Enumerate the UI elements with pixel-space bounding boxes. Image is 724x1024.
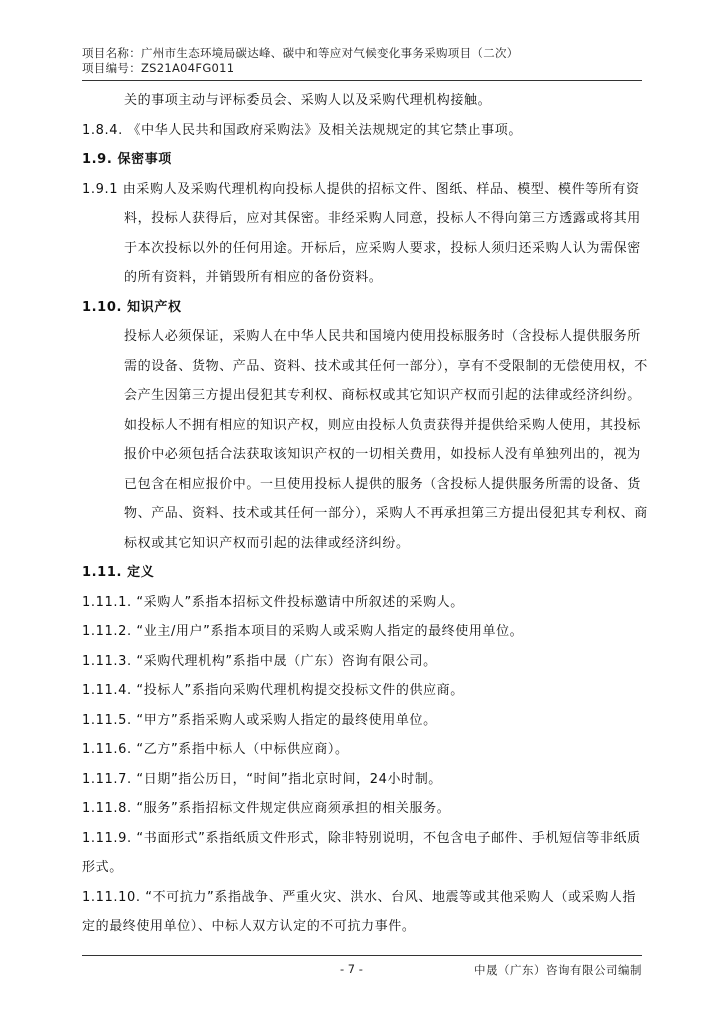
header-divider (82, 80, 642, 81)
definition-4: 1.11.4. “投标人”系指向采购代理机构提交投标文件的供应商。 (82, 683, 464, 698)
footer-divider (82, 955, 642, 956)
page-header (82, 46, 642, 76)
definition-8: 1.11.8. “服务”系指招标文件规定供应商须承担的相关服务。 (82, 801, 451, 816)
section-heading-1-11: 1.11. 定义 (82, 565, 155, 580)
compiler-name: 中晟（广东）咨询有限公司编制 (474, 963, 642, 977)
definition-6: 1.11.6. “乙方”系指中标人（中标供应商）。 (82, 742, 349, 757)
clause-1-8-4: 1.8.4. 《中华人民共和国政府采购法》及相关法规规定的其它禁止事项。 (82, 122, 522, 138)
definition-1: 1.11.1. “采购人”系指本招标文件投标邀请中所叙述的采购人。 (82, 594, 464, 610)
section-heading-1-10: 1.10. 知识产权 (82, 299, 182, 315)
project-number: 项目编号：ZS21A04FG011 (82, 61, 235, 75)
ip-paragraph: 投标人必须保证，采购人在中华人民共和国境内使用投标服务时（含投标人提供服务所需的设备、货物、产品、资料、技术或其任何一部分），享有不受限制的无偿使用权，不会产生因第三方提出侵犯其专利权、商标权或其它知识产权而引起的法律或经济纠纷。如投标人不拥有相应的知识产权，则应由投标人负责获得并提供给采购人使用，其投标报价中必须包括合法获取该知识产权的一切相关费用，如投标人没有单独列出的，视为已包含在相应报价中。一旦使用投标人提供的服务（含投标人提供服务所需的设备、货物、产品、资料、技术或其任何一部分），采购人不再承担第三方提出侵犯其专利权、商标权或其它知识产权而引起的法律或经济纠纷。 (124, 329, 648, 551)
definition-7: 1.11.7. “日期”指公历日，“时间”指北京时间，24小时制。 (82, 771, 442, 787)
paragraph-continuation: 关的事项主动与评标委员会、采购人以及采购代理机构接触。 (124, 93, 492, 108)
clause-1-9-1: 1.9.1 由采购人及采购代理机构向投标人提供的招标文件、图纸、样品、模型、模件等所有资料，投标人获得后，应对其保密。非经采购人同意，投标人不得向第三方透露或将其用于本次投标以外的任何用途。开标后，应采购人要求，投标人须归还采购人认为需保密的所有资料，并销毁所有相应的备份资料。 (82, 181, 641, 285)
project-name: 项目名称：广州市生态环境局碳达峰、碳中和等应对气候变化事务采购项目（二次） (82, 46, 519, 60)
definition-5: 1.11.5. “甲方”系指采购人或采购人指定的最终使用单位。 (82, 712, 437, 728)
definition-10: 1.11.10. “不可抗力”系指战争、严重火灾、洪水、台风、地震等或其他采购人（或采购人指定的最终使用单位）、中标人双方认定的不可抗力事件。 (82, 889, 636, 934)
page-number: - 7 - (340, 962, 363, 976)
definition-9: 1.11.9. “书面形式”系指纸质文件形式，除非特别说明，不包含电子邮件、手机短信等非纸质形式。 (82, 830, 641, 875)
definition-3: 1.11.3. “采购代理机构”系指中晟（广东）咨询有限公司。 (82, 653, 437, 669)
section-heading-1-9: 1.9. 保密事项 (82, 152, 172, 167)
definition-2: 1.11.2. “业主/用户”系指本项目的采购人或采购人指定的最终使用单位。 (82, 624, 524, 639)
document-body (82, 86, 648, 942)
